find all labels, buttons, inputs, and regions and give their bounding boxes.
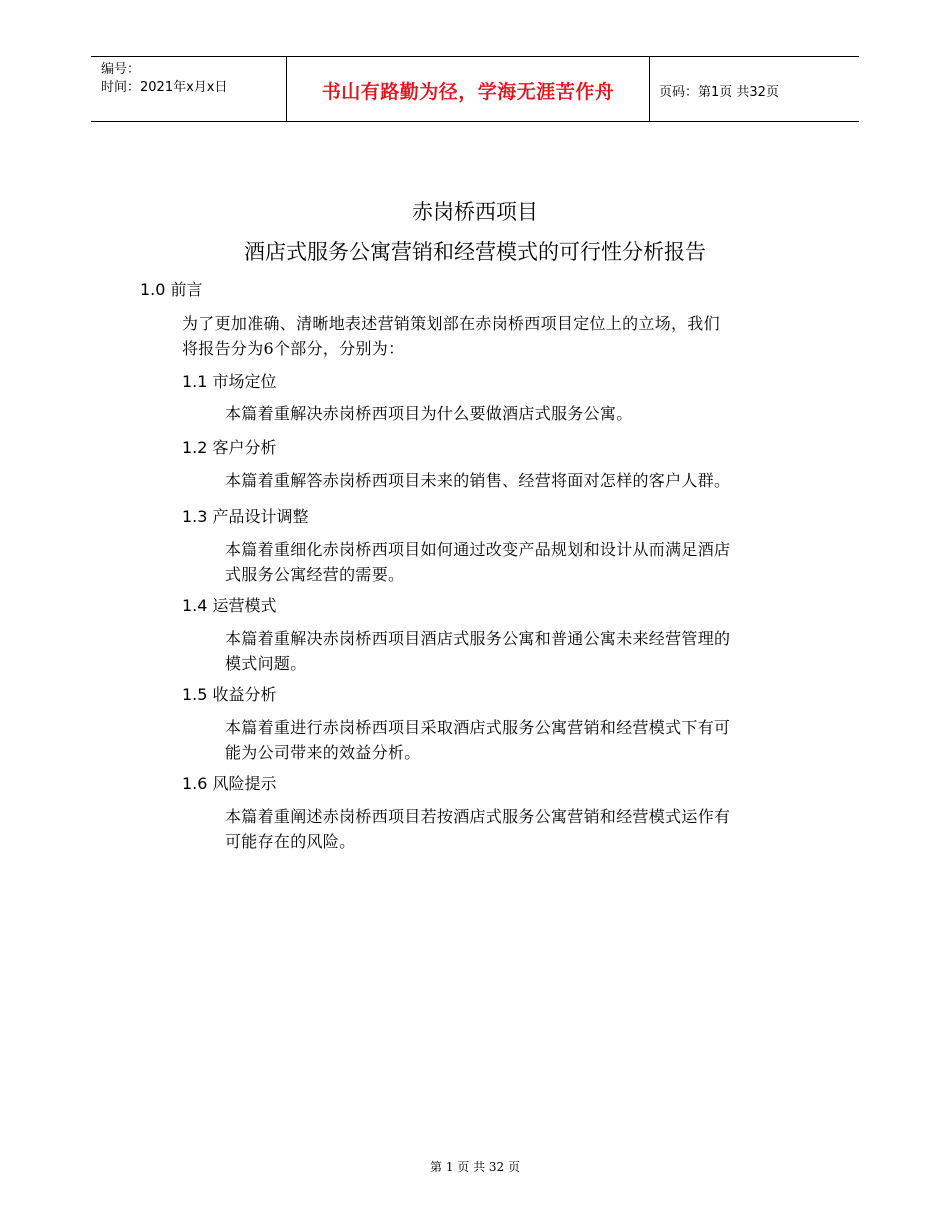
header-page-info: 页码：第1页 共32页	[659, 84, 779, 100]
page-footer: 第 1 页 共 32 页	[430, 1160, 520, 1174]
page-header	[91, 56, 859, 122]
paragraph-line: 式服务公寓经营的需要。	[225, 565, 405, 584]
paragraph-line: 可能存在的风险。	[225, 832, 356, 851]
document-subtitle: 酒店式服务公寓营销和经营模式的可行性分析报告	[244, 240, 706, 264]
section-heading-1-6: 1.6 风险提示	[182, 774, 277, 793]
section-heading-1-4: 1.4 运营模式	[182, 596, 277, 615]
header-meta	[101, 61, 227, 97]
paragraph-line: 本篇着重解答赤岗桥西项目未来的销售、经营将面对怎样的客户人群。	[225, 471, 731, 490]
section-paragraph-1-1	[225, 401, 633, 426]
section-heading-preface: 1.0 前言	[140, 280, 203, 299]
paragraph-line: 本篇着重阐述赤岗桥西项目若按酒店式服务公寓营销和经营模式运作有	[225, 807, 731, 826]
header-motto: 书山有路勤为径，学海无涯苦作舟	[321, 80, 615, 103]
paragraph-line: 模式问题。	[225, 654, 307, 673]
paragraph-line: 本篇着重进行赤岗桥西项目采取酒店式服务公寓营销和经营模式下有可	[225, 718, 731, 737]
section-paragraph-1-6	[225, 804, 730, 854]
paragraph-line: 将报告分为6个部分，分别为：	[182, 339, 405, 358]
paragraph-line: 为了更加准确、清晰地表述营销策划部在赤岗桥西项目定位上的立场，我们	[182, 314, 720, 333]
section-paragraph-1-3	[225, 537, 730, 587]
header-divider	[649, 57, 650, 121]
paragraph-line: 能为公司带来的效益分析。	[225, 743, 421, 762]
document-title: 赤岗桥西项目	[412, 200, 538, 224]
document-number-label: 编号：	[101, 62, 141, 77]
document-time-label: 时间：2021年x月x日	[101, 80, 228, 95]
paragraph-line: 本篇着重解决赤岗桥西项目酒店式服务公寓和普通公寓未来经营管理的	[225, 629, 731, 648]
section-heading-1-1: 1.1 市场定位	[182, 372, 277, 391]
section-paragraph-1-2	[225, 468, 730, 493]
section-heading-1-3: 1.3 产品设计调整	[182, 507, 309, 526]
paragraph-line: 本篇着重解决赤岗桥西项目为什么要做酒店式服务公寓。	[225, 404, 633, 423]
preface-paragraph	[182, 311, 720, 361]
section-paragraph-1-5	[225, 715, 730, 765]
section-heading-1-2: 1.2 客户分析	[182, 438, 277, 457]
section-heading-1-5: 1.5 收益分析	[182, 685, 277, 704]
section-paragraph-1-4	[225, 626, 730, 676]
paragraph-line: 本篇着重细化赤岗桥西项目如何通过改变产品规划和设计从而满足酒店	[225, 540, 731, 559]
